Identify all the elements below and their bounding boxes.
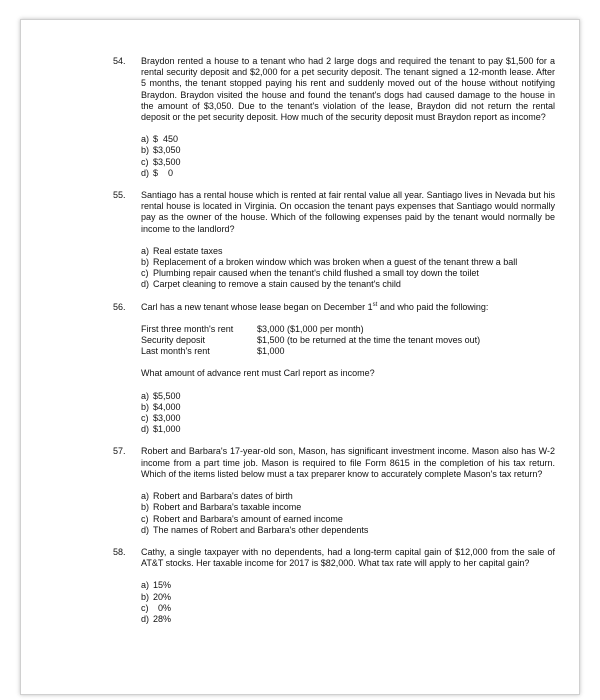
- ordinal-suffix: st: [372, 301, 378, 308]
- question-55: [113, 190, 555, 291]
- choice-text: 15%: [153, 580, 172, 591]
- question-number: 57.: [113, 446, 126, 457]
- question-54: [113, 56, 555, 179]
- choice-a: [141, 491, 555, 502]
- question-56: [113, 302, 555, 436]
- choice-a: [141, 580, 555, 591]
- payment-item: Last month's rent: [141, 346, 210, 357]
- choice-text: 20%: [153, 591, 172, 602]
- choice-text: Robert and Barbara's amount of earned income: [153, 513, 343, 524]
- choice-d: [141, 525, 555, 536]
- choice-label: b): [141, 401, 150, 412]
- choice-label: a): [141, 390, 150, 401]
- choice-c: [141, 514, 555, 525]
- choice-c: [141, 603, 555, 614]
- choice-b: [141, 592, 555, 603]
- payment-item: First three month's rent: [141, 323, 234, 334]
- choice-label: b): [141, 145, 150, 156]
- payment-amount: $1,500 (to be returned at the time the tenant moves out): [257, 335, 481, 346]
- choice-text: Robert and Barbara's taxable income: [153, 502, 302, 513]
- choice-b: [141, 502, 555, 513]
- question-text: [141, 302, 555, 313]
- answer-choices: [141, 491, 555, 536]
- answer-choices: [141, 391, 555, 436]
- choice-c: [141, 413, 555, 424]
- choice-text: $3,500: [153, 156, 181, 167]
- document-page: [20, 19, 580, 695]
- question-text-end: and who paid the following:: [377, 301, 489, 312]
- payment-item: Security deposit: [141, 335, 206, 346]
- choice-b: [141, 145, 555, 156]
- choice-label: a): [141, 491, 150, 502]
- choice-label: b): [141, 257, 150, 268]
- choice-text: $4,000: [153, 401, 181, 412]
- question-text: Braydon rented a house to a tenant who had 2 large dogs and required the tenant to pay $1,500 for a rental security deposit and $2,000 for a pet security deposit. The tenant signed a 12-month lease. After 5 months, the tenant stopped paying his rent and suddenly moved out of the house without notifying Braydon. Braydon visited the house and found the tenant's dogs had caused damage to the house in the amount of $3,050. Due to the tenant's violation of the lease, Braydon did not return the rental deposit or the pet security deposit. How much of the security deposit must Braydon report as income?: [141, 56, 555, 123]
- choice-d: [141, 279, 555, 290]
- question-number: 56.: [113, 301, 126, 312]
- answer-choices: [141, 134, 555, 179]
- choice-c: [141, 157, 555, 168]
- choice-label: d): [141, 424, 150, 435]
- choice-label: c): [141, 413, 149, 424]
- payment-amount: $3,000 ($1,000 per month): [257, 323, 364, 334]
- choice-text: 0%: [153, 602, 172, 613]
- choice-text: Carpet cleaning to remove a stain caused by the tenant's child: [153, 279, 401, 290]
- choice-text: $1,000: [153, 424, 181, 435]
- choice-label: c): [141, 156, 149, 167]
- choice-text: The names of Robert and Barbara's other dependents: [153, 524, 369, 535]
- choice-text: $3,000: [153, 413, 181, 424]
- answer-choices: [141, 580, 555, 625]
- question-text: Santiago has a rental house which is rented at fair rental value all year. Santiago lives in Nevada but his rental house is located in Virginia. On occasion the tenant pays expenses that Santiago would normally pay as the owner of the house. Which of the following expenses paid by the tenant would normally be income to the landlord?: [141, 190, 555, 234]
- choice-label: b): [141, 502, 150, 513]
- question-text: Robert and Barbara's 17-year-old son, Mason, has significant investment income. Mason also has W-2 income from a part time job. Mason is required to file Form 8615 in the completion of his tax return. Which of the items listed below must a tax preparer know to accurately complete Mason's tax return?: [141, 446, 555, 479]
- choice-d: [141, 614, 555, 625]
- question-text-start: Carl has a new tenant whose lease began on December 1: [141, 301, 373, 312]
- choice-text: $ 450: [153, 134, 179, 145]
- choice-label: d): [141, 613, 150, 624]
- choice-label: b): [141, 591, 150, 602]
- question-text: Cathy, a single taxpayer with no dependents, had a long-term capital gain of $12,000 from the sale of AT&T stocks. Her taxable income for 2017 is $82,000. What tax rate will apply to her capital gain?: [141, 546, 555, 569]
- question-number: 58.: [113, 546, 126, 557]
- choice-a: [141, 246, 555, 257]
- choice-a: [141, 134, 555, 145]
- question-number: 55.: [113, 190, 126, 201]
- choice-d: [141, 168, 555, 179]
- question-58: [113, 547, 555, 625]
- payments-list: [141, 324, 555, 358]
- page-content: [113, 56, 555, 636]
- payment-amount: $1,000: [257, 346, 285, 357]
- choice-text: $3,050: [153, 145, 181, 156]
- choice-c: [141, 268, 555, 279]
- choice-text: Replacement of a broken window which was broken when a guest of the tenant threw a ball: [153, 257, 518, 268]
- choice-label: c): [141, 513, 149, 524]
- question-prompt: What amount of advance rent must Carl report as income?: [141, 368, 375, 379]
- choice-text: 28%: [153, 613, 172, 624]
- answer-choices: [141, 246, 555, 291]
- question-57: [113, 446, 555, 535]
- choice-label: c): [141, 602, 149, 613]
- choice-label: d): [141, 167, 150, 178]
- choice-text: Real estate taxes: [153, 245, 223, 256]
- choice-label: c): [141, 268, 149, 279]
- question-number: 54.: [113, 56, 126, 66]
- choice-a: [141, 391, 555, 402]
- choice-label: a): [141, 134, 150, 145]
- choice-b: [141, 257, 555, 268]
- choice-text: Plumbing repair caused when the tenant's child flushed a small toy down the toilet: [153, 268, 479, 279]
- choice-text: Robert and Barbara's dates of birth: [153, 491, 293, 502]
- choice-label: a): [141, 580, 150, 591]
- choice-label: d): [141, 279, 150, 290]
- choice-d: [141, 424, 555, 435]
- choice-text: $ 0: [153, 167, 174, 178]
- choice-label: a): [141, 245, 150, 256]
- choice-b: [141, 402, 555, 413]
- choice-label: d): [141, 524, 150, 535]
- choice-text: $5,500: [153, 390, 181, 401]
